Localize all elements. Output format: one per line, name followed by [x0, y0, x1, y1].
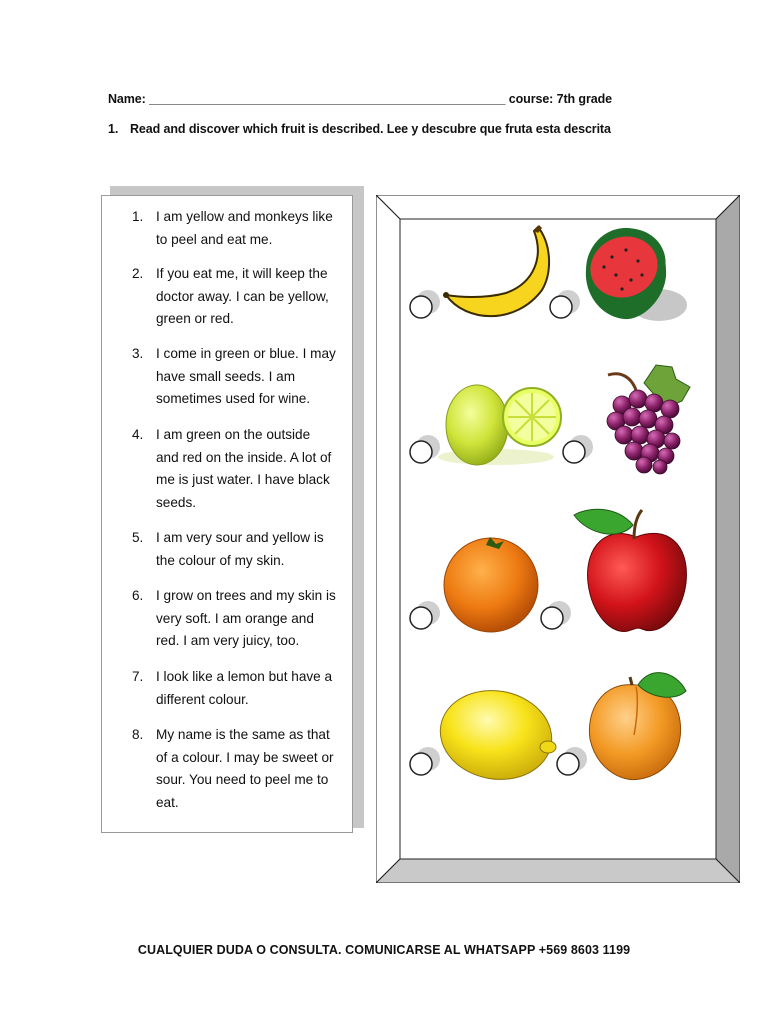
clue-number: 1.: [132, 209, 144, 224]
clue-text: If you eat me, it will keep the doctor away. I can be yellow, green or red.: [156, 266, 329, 327]
clue-number: 3.: [132, 346, 144, 361]
course-label: course: 7th grade: [508, 92, 612, 106]
clue-card: [101, 195, 353, 833]
name-blank-line[interactable]: ____________________________________________________: [149, 92, 506, 106]
frame-right-bevel: [716, 195, 740, 883]
frame-left-bevel: [376, 195, 400, 883]
frame-top-bevel: [376, 195, 740, 219]
orange-picture: [444, 537, 538, 632]
clue-text: My name is the same as that of a colour. I may be sweet or sour. You need to peel me to eat.: [156, 727, 334, 810]
clue-number: 7.: [132, 669, 144, 684]
lime-picture: [438, 385, 561, 465]
clue-text: I grow on trees and my skin is very soft. I am orange and red. I am very juicy, too.: [156, 588, 336, 649]
clue-text: I am green on the outside and red on the inside. A lot of me is just water. I have black seeds.: [156, 427, 332, 510]
instruction-number: 1.: [108, 122, 119, 136]
clue-text: I come in green or blue. I may have small seeds. I am sometimes used for wine.: [156, 346, 336, 407]
footer-contact: CUALQUIER DUDA O CONSULTA. COMUNICARSE AL WHATSAPP +569 8603 1199: [137, 943, 631, 957]
name-course-line: [108, 92, 612, 106]
clue-text: I am very sour and yellow is the colour of my skin.: [156, 530, 324, 568]
clue-number: 6.: [132, 588, 144, 603]
clue-text: I am yellow and monkeys like to peel and eat me.: [156, 209, 333, 247]
frame-bottom-bevel: [376, 859, 740, 883]
name-label: Name:: [108, 92, 146, 106]
fruit-picture-board: [376, 195, 740, 883]
clue-number: 2.: [132, 266, 144, 281]
instruction-text: Read and discover which fruit is described. Lee y descubre que fruta esta descrita: [130, 122, 611, 136]
clue-number: 5.: [132, 530, 144, 545]
clue-number: 4.: [132, 427, 144, 442]
clue-number: 8.: [132, 727, 144, 742]
instruction: [108, 122, 611, 136]
clue-text: I look like a lemon but have a different colour.: [156, 669, 333, 707]
